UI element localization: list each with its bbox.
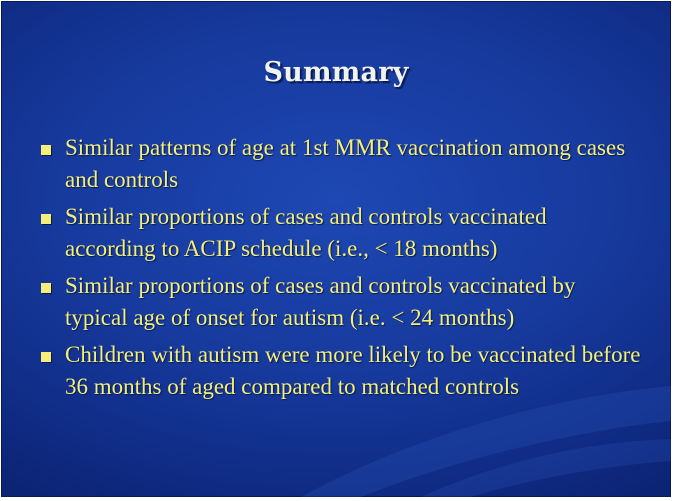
square-bullet-icon (41, 352, 51, 362)
slide (1, 1, 671, 497)
bullet-text: Similar patterns of age at 1st MMR vaccination among cases and controls (65, 135, 626, 192)
slide-title: Summary (263, 57, 409, 88)
bullet-text: Similar proportions of cases and controls vaccinated by typical age of onset for autism (i.e. < 24 months) (65, 273, 576, 330)
square-bullet-icon (41, 145, 51, 155)
bullet-text: Similar proportions of cases and controls vaccinated according to ACIP schedule (i.e., < 18 months) (65, 204, 547, 261)
bullet-item (41, 339, 641, 403)
square-bullet-icon (41, 283, 51, 293)
square-bullet-icon (41, 214, 51, 224)
bullet-item (41, 201, 641, 265)
bullet-text: Children with autism were more likely to be vaccinated before 36 months of aged compared to matched controls (65, 342, 641, 399)
bullet-list (41, 132, 641, 408)
bullet-item (41, 132, 641, 196)
bullet-item (41, 270, 641, 334)
